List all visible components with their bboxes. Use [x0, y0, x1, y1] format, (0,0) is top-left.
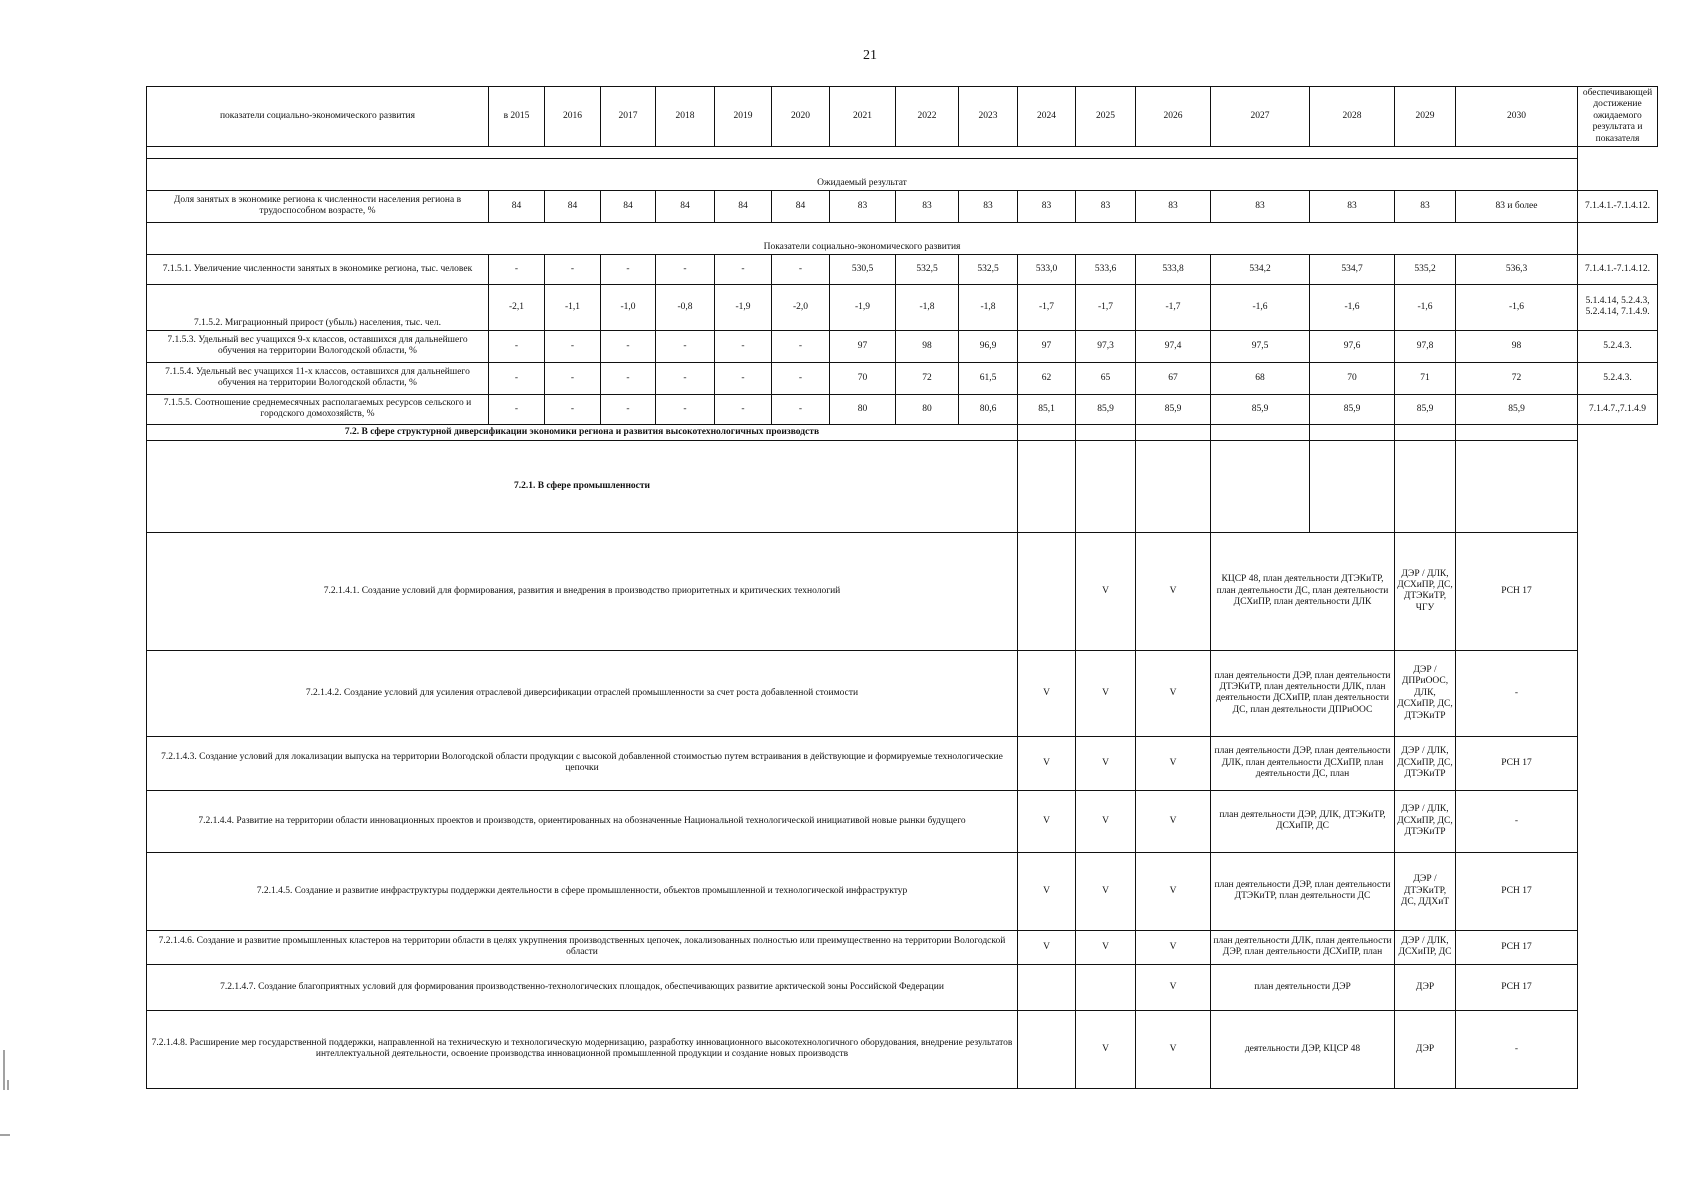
header-year: 2021: [830, 87, 896, 147]
measure-mark: V: [1136, 650, 1211, 736]
indicator-value: -: [656, 254, 715, 284]
main-indicator-value: 83: [1018, 190, 1076, 222]
table-row: [147, 158, 1658, 190]
header-reference: обеспечивающей достижение ожидаемого результата и показателя: [1578, 87, 1658, 147]
measure-plan: КЦСР 48, план деятельности ДТЭКиТР, план деятельности ДС, план деятельности ДСХиПР, план деятельности ДЛК: [1211, 532, 1395, 650]
table-row: [147, 362, 1658, 394]
indicator-value: 97: [1018, 330, 1076, 362]
indicator-label: 7.1.5.4. Удельный вес учащихся 11-х классов, оставшихся для дальнейшего обучения на территории Вологодской области, %: [147, 362, 489, 394]
measure-mark: [1076, 964, 1136, 1010]
indicator-value: 533,8: [1136, 254, 1211, 284]
indicator-value: 68: [1211, 362, 1310, 394]
measure-ref: -: [1456, 650, 1578, 736]
section-7-2-title: 7.2. В сфере структурной диверсификации экономики региона и развития высокотехнологичных производств: [147, 424, 1018, 440]
section-7-2-1-title: 7.2.1. В сфере промышленности: [147, 440, 1018, 532]
indicator-value: 67: [1136, 362, 1211, 394]
measure-label: 7.2.1.4.6. Создание и развитие промышленных кластеров на территории области в целях укрупнения производственных цепочек, локализованных полностью или преимущественно на территории Вологодской области: [147, 930, 1018, 964]
header-year: 2024: [1018, 87, 1076, 147]
measure-label: 7.2.1.4.2. Создание условий для усиления отраслевой диверсификации отраслей промышленности за счет роста добавленной стоимости: [147, 650, 1018, 736]
indicator-value: -1,7: [1136, 284, 1211, 330]
table-row: [147, 222, 1658, 254]
measure-plan: план деятельности ДЭР: [1211, 964, 1395, 1010]
main-indicator-value: 83: [1136, 190, 1211, 222]
measure-mark: V: [1018, 930, 1076, 964]
main-indicator-value: 84: [656, 190, 715, 222]
table-row: [147, 930, 1658, 964]
indicator-value: 62: [1018, 362, 1076, 394]
indicator-value: -: [715, 330, 772, 362]
empty-cell: [1018, 440, 1076, 532]
indicator-value: -1,6: [1456, 284, 1578, 330]
header-year: 2022: [896, 87, 959, 147]
indicator-value: 71: [1395, 362, 1456, 394]
empty-cell: [1211, 424, 1310, 440]
indicator-value: -: [772, 254, 830, 284]
measure-executors: ДЭР / ДЛК, ДСХиПР, ДС, ДТЭКиТР: [1395, 736, 1456, 790]
header-year: 2020: [772, 87, 830, 147]
main-indicator-value: 83: [1211, 190, 1310, 222]
indicator-value: 85,9: [1395, 394, 1456, 424]
header-year: 2026: [1136, 87, 1211, 147]
indicator-value: 72: [1456, 362, 1578, 394]
indicator-value: 85,1: [1018, 394, 1076, 424]
empty-cell: [1136, 440, 1211, 532]
indicator-ref: 5.2.4.3.: [1578, 330, 1658, 362]
measure-mark: V: [1136, 964, 1211, 1010]
header-year: 2017: [601, 87, 656, 147]
empty-cell: [1136, 424, 1211, 440]
header-year: 2019: [715, 87, 772, 147]
main-indicator-value: 83 и более: [1456, 190, 1578, 222]
indicator-value: -1,1: [545, 284, 601, 330]
header-year: 2018: [656, 87, 715, 147]
measure-plan: деятельности ДЭР, КЦСР 48: [1211, 1010, 1395, 1088]
table-row: [147, 736, 1658, 790]
measure-ref: РСН 17: [1456, 930, 1578, 964]
table-row: [147, 532, 1658, 650]
indicator-value: -: [545, 394, 601, 424]
measure-mark: V: [1018, 650, 1076, 736]
indicator-value: 535,2: [1395, 254, 1456, 284]
main-indicator-value: 83: [959, 190, 1018, 222]
measure-plan: план деятельности ДЭР, план деятельности ДТЭКиТР, план деятельности ДЛК, план деятельности ДСХиПР, план деятельности ДС, план деятельности ДПРиООС: [1211, 650, 1395, 736]
indicator-value: -1,7: [1076, 284, 1136, 330]
main-indicator-value: 83: [1076, 190, 1136, 222]
indicator-value: -: [601, 362, 656, 394]
indicator-value: -1,9: [830, 284, 896, 330]
measure-executors: ДЭР / ДПРиООС, ДЛК, ДСХиПР, ДС, ДТЭКиТР: [1395, 650, 1456, 736]
indicator-value: -: [489, 394, 545, 424]
measure-mark: V: [1018, 852, 1076, 930]
measure-plan: план деятельности ДЛК, план деятельности ДЭР, план деятельности ДСХиПР, план: [1211, 930, 1395, 964]
measure-executors: ДЭР / ДЛК, ДСХиПР, ДС, ДТЭКиТР: [1395, 790, 1456, 852]
measure-mark: V: [1136, 736, 1211, 790]
main-indicator-value: 83: [830, 190, 896, 222]
strategy-table: [146, 86, 1658, 1089]
main-indicator-value: 83: [1310, 190, 1395, 222]
indicator-value: -: [489, 254, 545, 284]
table-row: [147, 790, 1658, 852]
measure-mark: V: [1076, 650, 1136, 736]
header-year: 2023: [959, 87, 1018, 147]
measure-ref: РСН 17: [1456, 964, 1578, 1010]
indicator-value: -: [545, 330, 601, 362]
empty-cell: [1018, 424, 1076, 440]
indicator-value: 70: [830, 362, 896, 394]
indicator-value: -1,8: [959, 284, 1018, 330]
table-row: [147, 87, 1658, 147]
indicator-value: -1,9: [715, 284, 772, 330]
main-indicator-value: 84: [715, 190, 772, 222]
indicator-value: 65: [1076, 362, 1136, 394]
indicator-value: -1,6: [1211, 284, 1310, 330]
measure-ref: -: [1456, 1010, 1578, 1088]
indicator-value: -: [772, 362, 830, 394]
header-indicator: показатели социально-экономического развития: [147, 87, 489, 147]
measure-mark: V: [1136, 930, 1211, 964]
main-indicator-value: 84: [601, 190, 656, 222]
indicator-value: -: [601, 330, 656, 362]
table-row: [147, 650, 1658, 736]
main-indicator-value: 83: [1395, 190, 1456, 222]
indicator-value: 98: [896, 330, 959, 362]
indicator-label: 7.1.5.2. Миграционный прирост (убыль) населения, тыс. чел.: [147, 284, 489, 330]
indicator-value: 85,9: [1211, 394, 1310, 424]
indicator-value: 61,5: [959, 362, 1018, 394]
indicator-value: 85,9: [1456, 394, 1578, 424]
empty-cell: [1076, 440, 1136, 532]
empty-cell: [1456, 440, 1578, 532]
measure-mark: V: [1136, 1010, 1211, 1088]
table-row: [147, 190, 1658, 222]
indicator-value: 72: [896, 362, 959, 394]
header-year: 2030: [1456, 87, 1578, 147]
table-row: [147, 852, 1658, 930]
indicator-value: -: [715, 254, 772, 284]
indicator-value: 80,6: [959, 394, 1018, 424]
measure-mark: V: [1076, 532, 1136, 650]
indicator-value: 533,0: [1018, 254, 1076, 284]
socio-section-label: Показатели социально-экономического развития: [147, 222, 1578, 254]
indicator-ref: 5.2.4.3.: [1578, 362, 1658, 394]
indicator-label: 7.1.5.1. Увеличение численности занятых в экономике региона, тыс. человек: [147, 254, 489, 284]
indicator-value: -: [656, 362, 715, 394]
indicator-value: 96,9: [959, 330, 1018, 362]
indicator-value: 536,3: [1456, 254, 1578, 284]
table-row: [147, 284, 1658, 330]
table-row: [147, 146, 1658, 158]
measure-ref: РСН 17: [1456, 532, 1578, 650]
table-row: [147, 964, 1658, 1010]
measure-mark: V: [1076, 852, 1136, 930]
header-year: 2027: [1211, 87, 1310, 147]
indicator-value: -0,8: [656, 284, 715, 330]
measure-plan: план деятельности ДЭР, план деятельности ДЛК, план деятельности ДСХиПР, план деятельности ДС, план: [1211, 736, 1395, 790]
empty-cell: [1310, 440, 1395, 532]
indicator-value: -: [489, 362, 545, 394]
indicator-value: -1,6: [1310, 284, 1395, 330]
indicator-value: -: [772, 330, 830, 362]
empty-cell: [1211, 440, 1310, 532]
measure-plan: план деятельности ДЭР, ДЛК, ДТЭКиТР, ДСХиПР, ДС: [1211, 790, 1395, 852]
indicator-ref: 5.1.4.14, 5.2.4.3, 5.2.4.14, 7.1.4.9.: [1578, 284, 1658, 330]
indicator-value: -: [601, 394, 656, 424]
indicator-label: 7.1.5.5. Соотношение среднемесячных располагаемых ресурсов сельского и городского домохозяйств, %: [147, 394, 489, 424]
measure-executors: ДЭР: [1395, 964, 1456, 1010]
indicator-value: 85,9: [1136, 394, 1211, 424]
measure-mark: V: [1136, 852, 1211, 930]
indicator-value: -1,8: [896, 284, 959, 330]
expected-result-label: Ожидаемый результат: [147, 158, 1578, 190]
measure-mark: [1018, 1010, 1076, 1088]
header-year: 2016: [545, 87, 601, 147]
indicator-value: -1,6: [1395, 284, 1456, 330]
indicator-value: -: [772, 394, 830, 424]
indicator-value: -: [715, 394, 772, 424]
main-indicator-value: 84: [772, 190, 830, 222]
indicator-value: -2,1: [489, 284, 545, 330]
indicator-value: 80: [896, 394, 959, 424]
measure-executors: ДЭР: [1395, 1010, 1456, 1088]
indicator-value: -1,7: [1018, 284, 1076, 330]
measure-ref: РСН 17: [1456, 736, 1578, 790]
empty-cell: [1076, 424, 1136, 440]
table-row: [147, 424, 1658, 440]
measure-mark: [1018, 532, 1076, 650]
main-indicator-value: 84: [545, 190, 601, 222]
indicator-value: 97,8: [1395, 330, 1456, 362]
scan-marks: [0, 1050, 30, 1150]
indicator-value: -: [489, 330, 545, 362]
measure-mark: [1018, 964, 1076, 1010]
measure-label: 7.2.1.4.1. Создание условий для формирования, развития и внедрения в производство приоритетных и критических технологий: [147, 532, 1018, 650]
indicator-value: -: [601, 254, 656, 284]
table-row: [147, 330, 1658, 362]
indicator-value: 534,7: [1310, 254, 1395, 284]
main-indicator-label: Доля занятых в экономике региона к численности населения региона в трудоспособном возрасте, %: [147, 190, 489, 222]
empty-cell: [1395, 440, 1456, 532]
measure-mark: V: [1018, 790, 1076, 852]
measure-label: 7.2.1.4.8. Расширение мер государственной поддержки, направленной на техническую и технологическую модернизацию, разработку инновационного высокотехнологичного оборудования, внедрение результатов интеллектуальной деятельности, освоение производства инновационной промышленной продукции и создание новых производств: [147, 1010, 1018, 1088]
empty-cell: [1395, 424, 1456, 440]
indicator-value: -2,0: [772, 284, 830, 330]
indicator-value: 97,4: [1136, 330, 1211, 362]
indicator-label: 7.1.5.3. Удельный вес учащихся 9-х классов, оставшихся для дальнейшего обучения на территории Вологодской области, %: [147, 330, 489, 362]
measure-mark: V: [1076, 930, 1136, 964]
measure-mark: V: [1076, 1010, 1136, 1088]
indicator-value: 97,6: [1310, 330, 1395, 362]
measure-mark: V: [1136, 790, 1211, 852]
measure-label: 7.2.1.4.5. Создание и развитие инфраструктуры поддержки деятельности в сфере промышленности, объектов промышленной и технологической инфраструктур: [147, 852, 1018, 930]
indicator-value: 532,5: [896, 254, 959, 284]
indicator-value: -: [656, 330, 715, 362]
measure-mark: V: [1018, 736, 1076, 790]
page-number: 21: [863, 48, 877, 63]
empty-cell: [1310, 424, 1395, 440]
header-year: 2028: [1310, 87, 1395, 147]
indicator-value: 534,2: [1211, 254, 1310, 284]
indicator-ref: 7.1.4.7.,7.1.4.9: [1578, 394, 1658, 424]
measure-executors: ДЭР / ДТЭКиТР, ДС, ДДХиТ: [1395, 852, 1456, 930]
indicator-value: 85,9: [1310, 394, 1395, 424]
header-year: 2029: [1395, 87, 1456, 147]
main-indicator-ref: 7.1.4.1.-7.1.4.12.: [1578, 190, 1658, 222]
measure-executors: ДЭР / ДЛК, ДСХиПР, ДС: [1395, 930, 1456, 964]
indicator-ref: 7.1.4.1.-7.1.4.12.: [1578, 254, 1658, 284]
indicator-value: -: [715, 362, 772, 394]
indicator-value: 97: [830, 330, 896, 362]
measure-ref: РСН 17: [1456, 852, 1578, 930]
main-indicator-value: 83: [896, 190, 959, 222]
indicator-value: 530,5: [830, 254, 896, 284]
indicator-value: 532,5: [959, 254, 1018, 284]
indicator-value: -1,0: [601, 284, 656, 330]
header-baseline: в 2015: [489, 87, 545, 147]
empty-cell: [1456, 424, 1578, 440]
measure-label: 7.2.1.4.3. Создание условий для локализации выпуска на территории Вологодской области продукции с высокой добавленной стоимостью путем встраивания в действующие и формируемые технологические цепочки: [147, 736, 1018, 790]
indicator-value: 85,9: [1076, 394, 1136, 424]
measure-mark: V: [1076, 736, 1136, 790]
indicator-value: -: [545, 254, 601, 284]
measure-label: 7.2.1.4.7. Создание благоприятных условий для формирования производственно-технологических площадок, обеспечивающих развитие арктической зоны Российской Федерации: [147, 964, 1018, 1010]
table-row: [147, 440, 1658, 532]
main-indicator-value: 84: [489, 190, 545, 222]
indicator-value: 80: [830, 394, 896, 424]
measure-mark: V: [1136, 532, 1211, 650]
indicator-value: 97,3: [1076, 330, 1136, 362]
indicator-value: 70: [1310, 362, 1395, 394]
indicator-value: 533,6: [1076, 254, 1136, 284]
measure-executors: ДЭР / ДЛК, ДСХиПР, ДС, ДТЭКиТР, ЧГУ: [1395, 532, 1456, 650]
measure-mark: V: [1076, 790, 1136, 852]
indicator-value: 97,5: [1211, 330, 1310, 362]
table-row: [147, 254, 1658, 284]
indicator-value: -: [545, 362, 601, 394]
measure-ref: -: [1456, 790, 1578, 852]
table-row: [147, 394, 1658, 424]
measure-plan: план деятельности ДЭР, план деятельности ДТЭКиТР, план деятельности ДС: [1211, 852, 1395, 930]
indicator-value: -: [656, 394, 715, 424]
table-row: [147, 1010, 1658, 1088]
header-year: 2025: [1076, 87, 1136, 147]
indicator-value: 98: [1456, 330, 1578, 362]
measure-label: 7.2.1.4.4. Развитие на территории области инновационных проектов и производств, ориентированных на обозначенные Национальной технологической инициативой новые рынки будущего: [147, 790, 1018, 852]
